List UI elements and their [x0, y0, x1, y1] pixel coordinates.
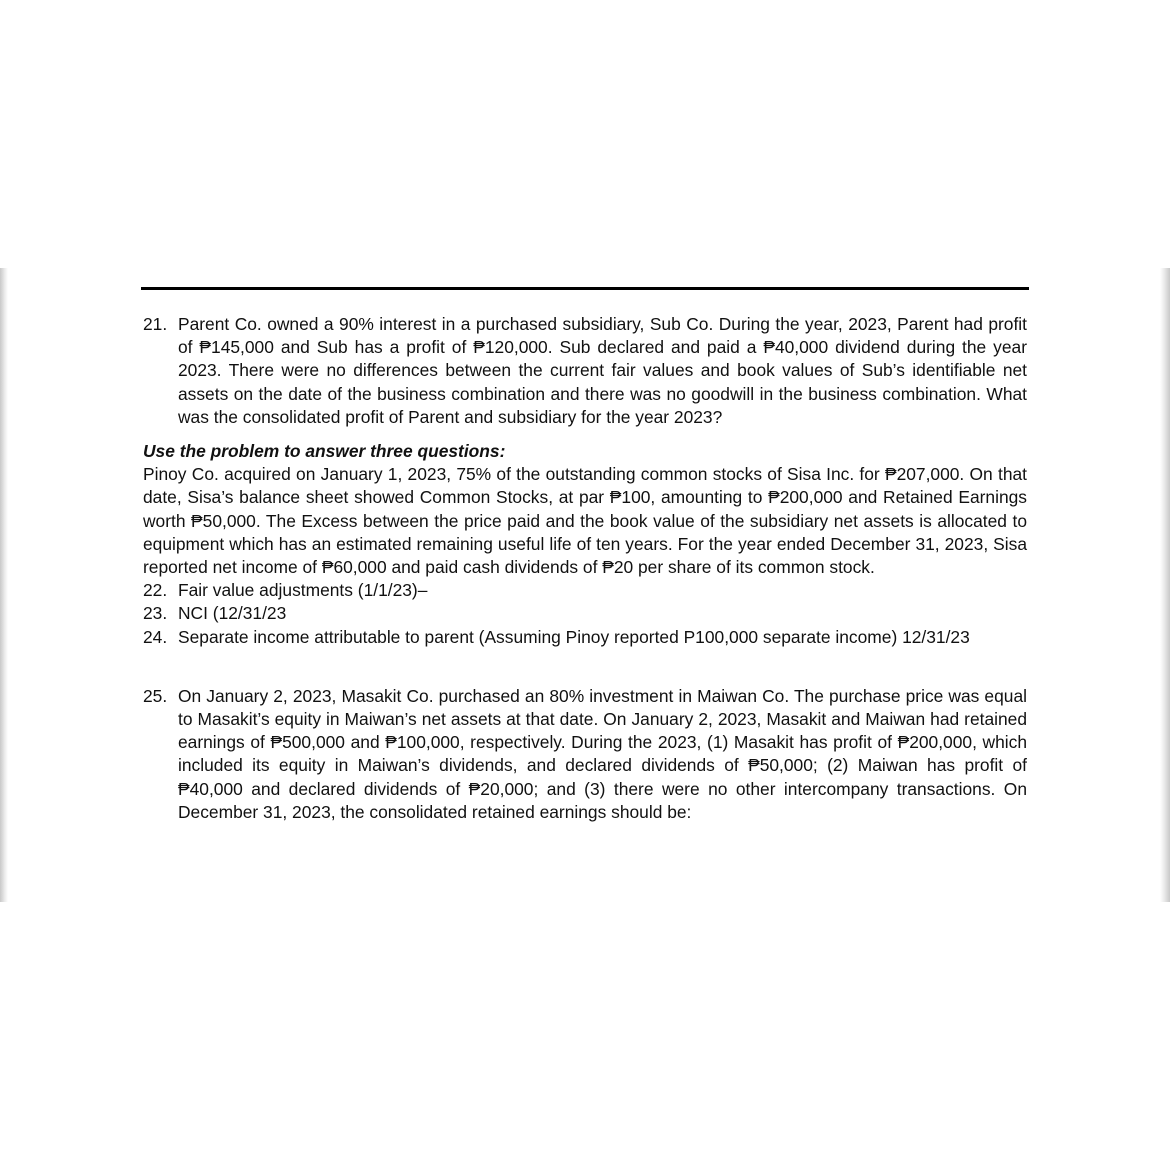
question-text: NCI (12/31/23 [178, 603, 287, 624]
page-shadow-right [1160, 268, 1170, 902]
question-22 [143, 579, 1027, 602]
header-rule [141, 287, 1029, 290]
problem-text: Pinoy Co. acquired on January 1, 2023, 75% of the outstanding common stocks of Sisa Inc. for ₱207,000. On that date, Sisa’s balance sheet showed Common Stocks, at par ₱100, amounting to ₱200,000 and Retained Earnings worth ₱50,000. The Excess between the price paid and the book value of the subsidiary net assets is allocated to equipment which has an estimated remaining useful life of ten years. For the year ended December 31, 2023, Sisa reported net income of ₱60,000 and paid cash dividends of ₱20 per share of its common stock. [143, 464, 1027, 578]
document-body [143, 313, 1027, 824]
problem-heading: Use the problem to answer three questions: [143, 441, 506, 462]
question-number: 21. [143, 314, 168, 334]
question-number: 23. [143, 603, 168, 624]
question-23 [143, 602, 1027, 625]
question-text: On January 2, 2023, Masakit Co. purchased an 80% investment in Maiwan Co. The purchase price was equal to Masakit’s equity in Maiwan’s net assets at that date. On January 2, 2023, Masakit and Maiwan had retained earnings of ₱500,000 and ₱100,000, respectively. During the 2023, (1) Masakit has profit of ₱200,000, which included its equity in Maiwan’s dividends, and declared dividends of ₱50,000; (2) Maiwan has profit of ₱40,000 and declared dividends of ₱20,000; and (3) there were no other intercompany transactions. On December 31, 2023, the consolidated retained earnings should be: [178, 685, 1027, 822]
question-text: Separate income attributable to parent (Assuming Pinoy reported P100,000 separate income) 12/31/23 [178, 626, 970, 647]
question-number: 24. [143, 626, 168, 647]
question-number: 25. [143, 685, 168, 706]
question-21 [143, 313, 1027, 429]
question-text: Parent Co. owned a 90% interest in a purchased subsidiary, Sub Co. During the year, 2023, Parent had profit of ₱145,000 and Sub has a profit of ₱120,000. Sub declared and paid a ₱40,000 dividend during the year 2023. There were no differences between the current fair values and book values of Sub’s identifiable net assets on the date of the business combination and there was no goodwill in the business combination. What was the consolidated profit of Parent and subsidiary for the year 2023? [178, 314, 1027, 427]
page-shadow-left [0, 268, 8, 902]
spacer [143, 649, 1027, 685]
question-24 [143, 626, 1027, 649]
question-text: Fair value adjustments (1/1/23)– [178, 580, 428, 601]
question-number: 22. [143, 580, 168, 601]
question-25 [143, 685, 1027, 824]
